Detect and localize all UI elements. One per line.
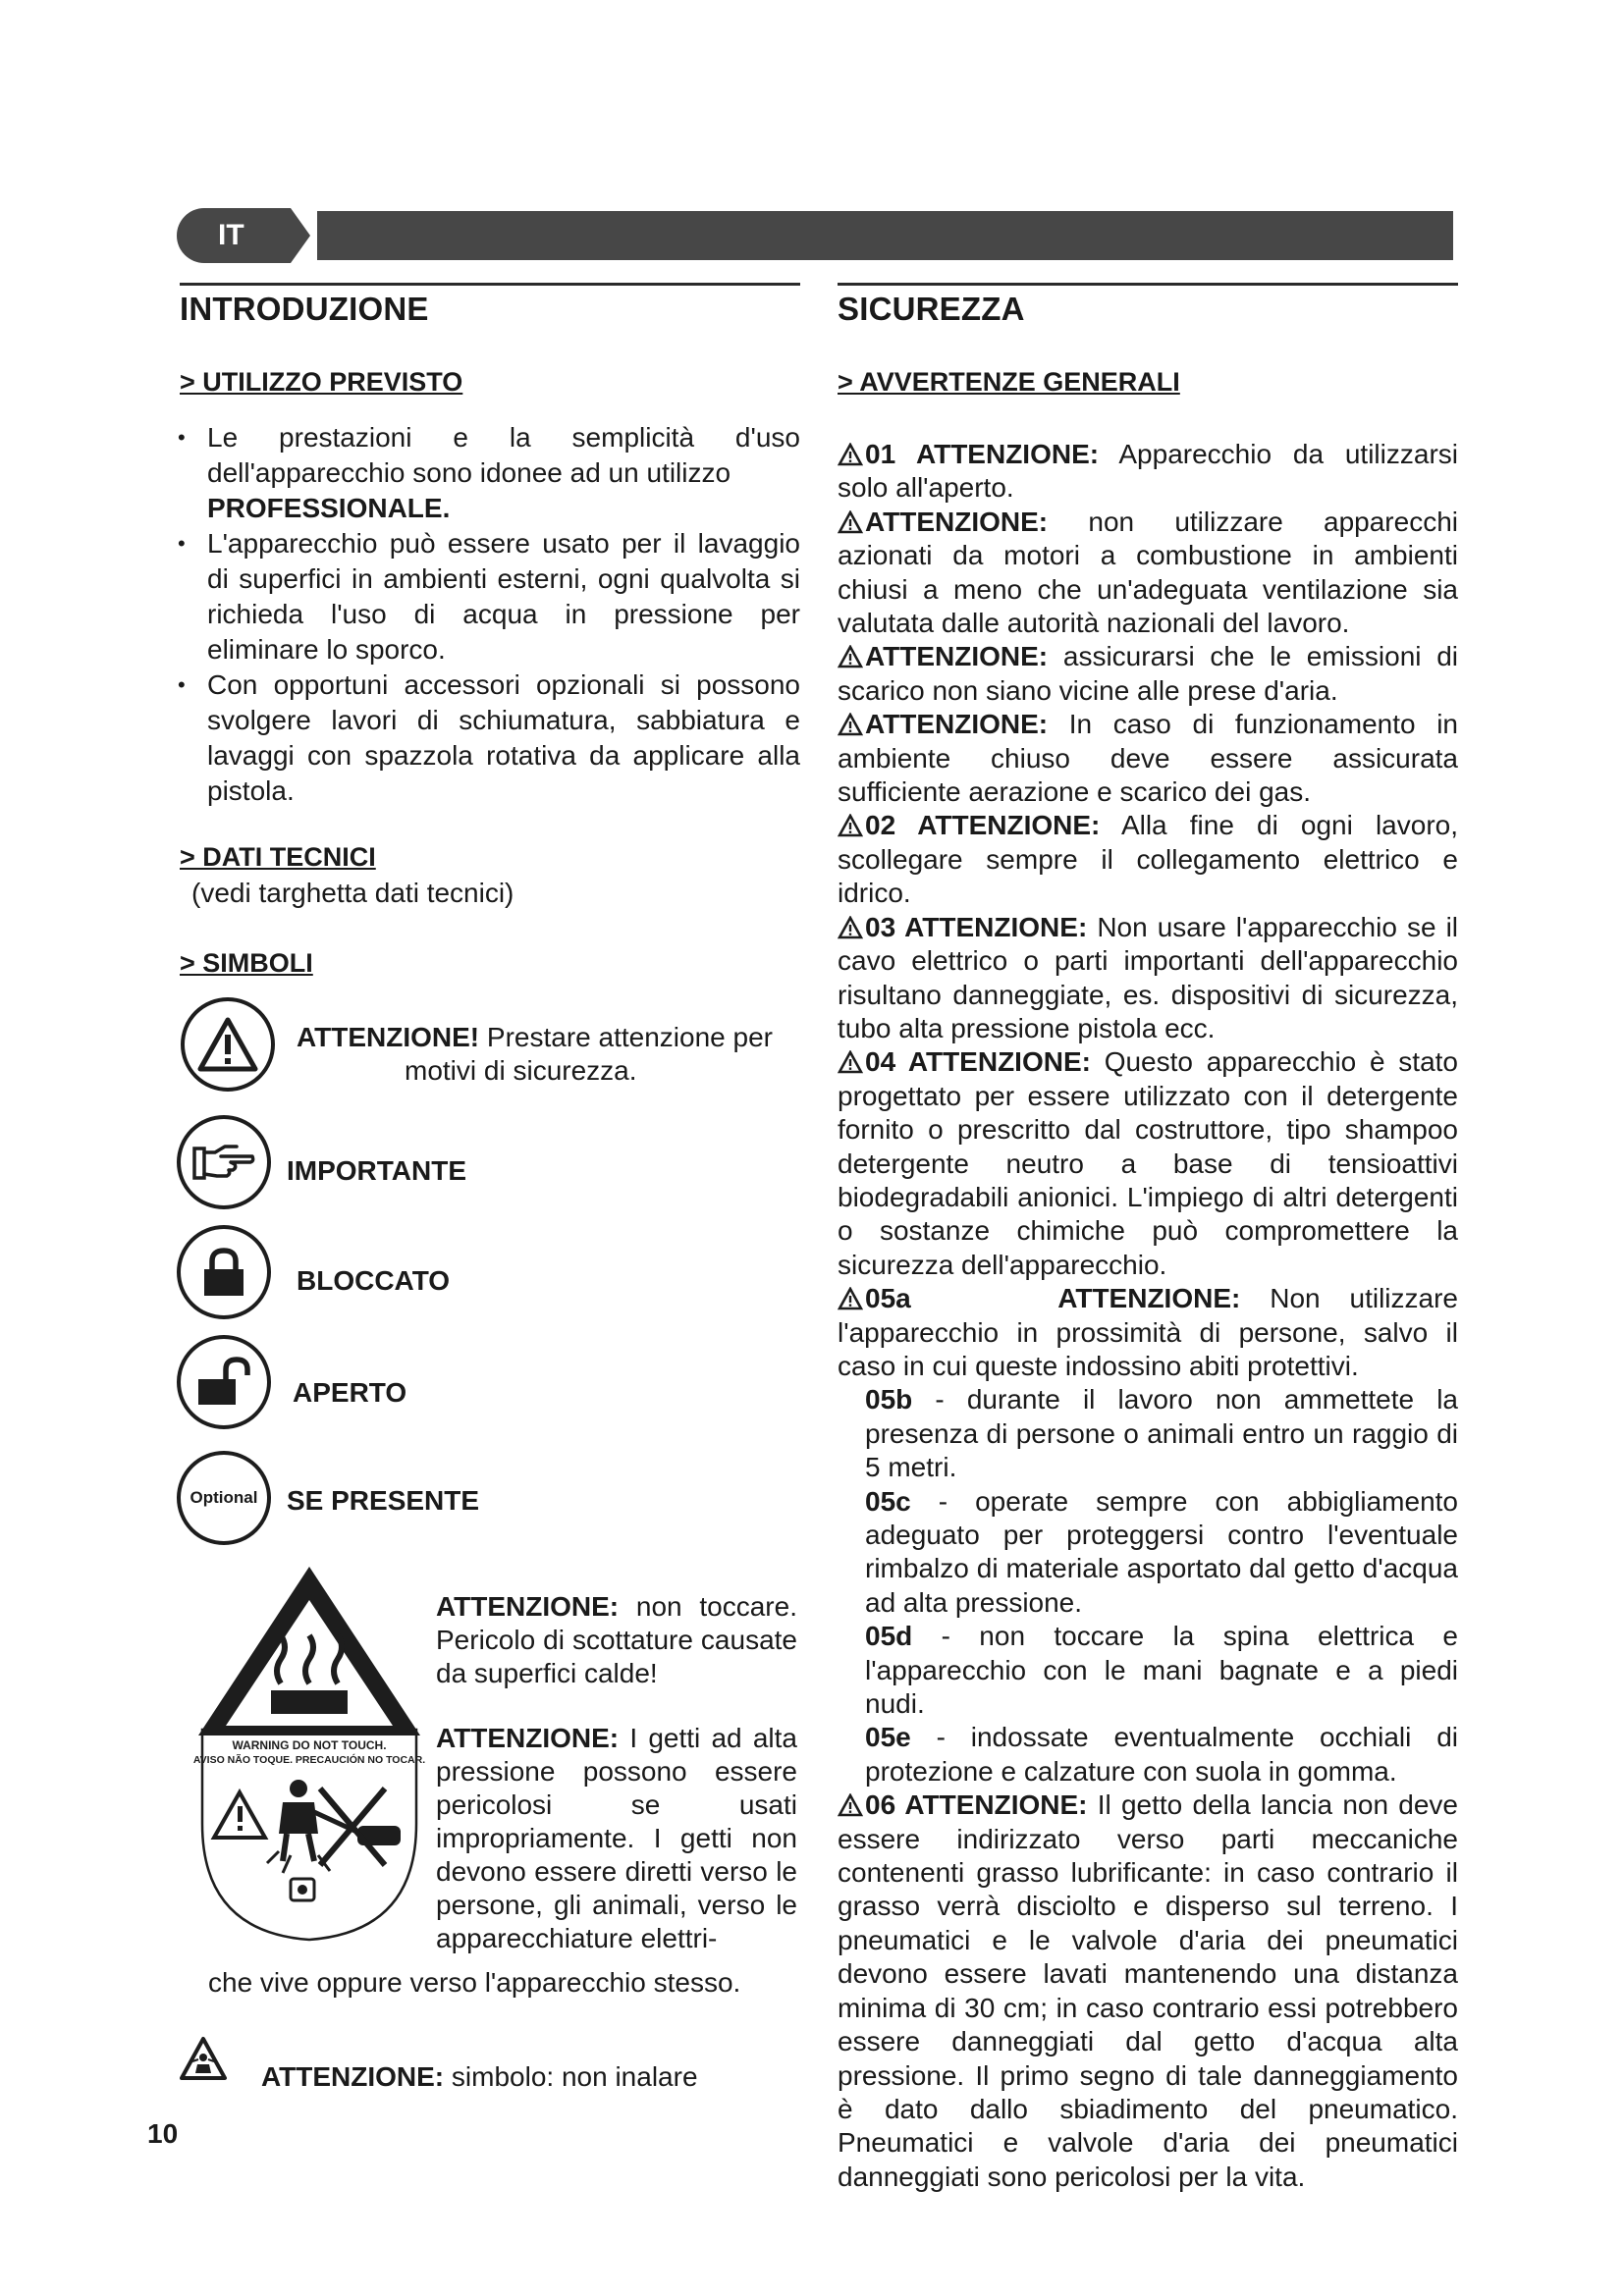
warning-03-code: 03 ATTENZIONE:: [865, 911, 1088, 942]
language-code: IT: [218, 219, 244, 251]
pressure-jet-warning: [436, 1722, 797, 1955]
symbol-open-label: APERTO: [293, 1377, 407, 1408]
warning-05a-text: Non utilizzare l'apparecchio in prossimità di persone, salvo il caso in cui queste indossino abiti protettivi.: [838, 1283, 1458, 1381]
sticker-text-2: AVISO NÃO TOQUE. PRECAUCIÓN NO TOCAR.: [192, 1754, 426, 1766]
warning-c-text: In caso di funzionamento in ambiente chiuso deve essere assicurata sufficiente aerazione e scarico dei gas.: [838, 709, 1458, 808]
right-column-rule: [838, 283, 1458, 286]
warning-05e-text: - indossate eventualmente occhiali di protezione e calzature con suola in gomma.: [865, 1722, 1459, 1787]
warning-item-02: [838, 809, 1458, 910]
bullet-item: [180, 526, 800, 667]
section-title-simboli: > SIMBOLI: [180, 948, 313, 978]
warning-01-code: 01 ATTENZIONE:: [865, 439, 1100, 469]
warning-04-text: Questo apparecchio è stato progettato per essere utilizzato con il detergente fornito o prescritto dal costruttore, tipo shampoo detergente neutro a base di tensioattivi biodegradabili anionici. L'impiego di altri detergenti o sostanze chimiche può compromettere la sicurezza dell'apparecchio.: [838, 1046, 1458, 1280]
warning-05a-code: 05a: [865, 1283, 911, 1314]
warning-triangle-icon: [838, 645, 863, 668]
warning-06-code: 06 ATTENZIONE:: [865, 1789, 1088, 1821]
safety-sticker: [192, 1561, 426, 1942]
warning-02-text: Alla fine di ogni lavoro, scollegare sempre il collegamento elettrico e idrico.: [838, 810, 1459, 909]
pressure-jet-tail: che vive oppure verso l'apparecchio stesso.: [208, 1967, 741, 1998]
warning-02-code: 02 ATTENZIONE:: [865, 810, 1101, 841]
warning-a-code: ATTENZIONE:: [865, 506, 1049, 537]
warning-05b-text: - durante il lavoro non ammettete la presenza di persone o animali entro un raggio di 5 metri.: [865, 1384, 1458, 1483]
utilizzo-bullets: [180, 420, 800, 809]
left-column-title: INTRODUZIONE: [180, 291, 429, 327]
bullet-text-1: Le prestazioni e la semplicità d'uso dell'apparecchio sono idonee ad un utilizzo: [207, 422, 800, 488]
warning-item-05b: [838, 1383, 1458, 1484]
warning-triangle-icon: [838, 713, 863, 736]
symbol-locked-label: BLOCCATO: [297, 1265, 451, 1296]
avvertenze-list: [838, 438, 1458, 2194]
warning-04-code: 04 ATTENZIONE:: [865, 1046, 1091, 1078]
warning-05a-bold: ATTENZIONE:: [1057, 1283, 1241, 1314]
hot-surface-bold: ATTENZIONE:: [436, 1591, 620, 1622]
sticker-text-1: WARNING DO NOT TOUCH.: [232, 1738, 387, 1752]
right-column-title: SICUREZZA: [838, 291, 1025, 327]
section-title-dati-tecnici: > DATI TECNICI: [180, 842, 376, 872]
pressure-jet-text: I getti ad alta pressione possono essere pericolosi se usati impropriamente. I getti non devono essere diretti verso le persone, gli animali, verso le apparecchiature elettri-: [436, 1723, 797, 1953]
warning-item-05d: [838, 1620, 1458, 1721]
warning-triangle-icon: [838, 510, 863, 534]
warning-item-06: [838, 1789, 1458, 2194]
no-inhale-warning-icon: [179, 2036, 228, 2081]
symbol-warning-text-a: Prestare attenzione per: [486, 1022, 773, 1052]
bullet-item: [180, 667, 800, 809]
bullet-text-2: L'apparecchio può essere usato per il lavaggio di superfici in ambienti esterni, ogni qualvolta si richieda l'uso di acqua in pressione per eliminare lo sporco.: [207, 528, 800, 665]
warning-triangle-icon: [838, 1287, 863, 1310]
warning-b-code: ATTENZIONE:: [865, 641, 1049, 672]
symbol-warning-bold: ATTENZIONE!: [297, 1022, 480, 1052]
inhale-bold: ATTENZIONE:: [261, 2061, 445, 2092]
warning-05d-code: 05d: [865, 1621, 913, 1652]
warning-item-04: [838, 1045, 1458, 1282]
warning-item-05a: [838, 1282, 1458, 1383]
warning-06-text: Il getto della lancia non deve essere indirizzato verso parti meccaniche contenenti grasso lubrificante: in caso contrario il grasso verrà disciolto e disperso sul terreno. I pneumatici e le valvole d'aria dei pneumatici devono essere lavati mantenendo una distanza minima di 30 cm; in caso contrario essi potrebbero essere danneggiati dal getto d'acqua alta pressione. Il primo segno di tale danneggiamento è dato dallo sbiadimento del pneumatico. Pneumatici e valvole d'aria dei pneumatici danneggiati sono pericolosi per la vita.: [838, 1789, 1458, 2192]
warning-03-text: Non usare l'apparecchio se il cavo elettrico o parti importanti dell'apparecchio risultano danneggiate, es. dispositivi di sicurezza, tubo alta pressione pistola ecc.: [838, 911, 1459, 1043]
symbol-important-label: IMPORTANTE: [287, 1155, 467, 1186]
hot-surface-text: non toccare. Pericolo di scottature causate da superfici calde!: [436, 1591, 797, 1688]
warning-triangle-icon: [838, 443, 863, 466]
left-column-rule: [180, 283, 800, 286]
header-bar: [317, 211, 1453, 260]
warning-triangle-icon: [838, 1793, 863, 1817]
pressure-jet-bold: ATTENZIONE:: [436, 1723, 620, 1753]
pointing-hand-icon: [177, 1115, 271, 1209]
section-title-avvertenze: > AVVERTENZE GENERALI: [838, 367, 1180, 397]
bullet-item: [180, 420, 800, 526]
warning-triangle-icon: [838, 814, 863, 837]
language-tab: [177, 208, 291, 263]
warning-item-05e: [838, 1721, 1458, 1789]
warning-05e-code: 05e: [865, 1722, 911, 1753]
bullet-text-3: Con opportuni accessori opzionali si possono svolgere lavori di schiumatura, sabbiatura e lavaggi con spazzola rotativa da applicare alla pistola.: [207, 669, 800, 806]
lock-closed-icon: [177, 1225, 271, 1319]
warning-01-text: Apparecchio da utilizzarsi solo all'aperto.: [838, 439, 1458, 504]
hot-surface-warning: [436, 1590, 797, 1690]
warning-item-c: [838, 708, 1458, 809]
warning-item-03: [838, 911, 1458, 1046]
warning-item-a: [838, 506, 1458, 641]
inhale-text: simbolo: non inalare: [451, 2061, 698, 2092]
warning-triangle-icon: [838, 916, 863, 939]
warning-c-code: ATTENZIONE:: [865, 709, 1049, 740]
warning-b-text: assicurarsi che le emissioni di scarico non siano vicine alle prese d'aria.: [838, 641, 1459, 706]
symbol-warning-label: [297, 1021, 773, 1054]
warning-a-text: non utilizzare apparecchi azionati da motori a combustione in ambienti chiusi a meno che un'adeguata ventilazione sia valutata dalle autorità nazionali del lavoro.: [838, 506, 1458, 639]
warning-symbol-icon: [181, 997, 275, 1092]
bullet-text-1-bold: PROFESSIONALE.: [207, 493, 451, 523]
warning-item-05c: [838, 1485, 1458, 1621]
optional-icon: [177, 1451, 271, 1545]
warning-item-b: [838, 640, 1458, 708]
symbol-optional-label: SE PRESENTE: [287, 1485, 480, 1516]
warning-05c-code: 05c: [865, 1485, 911, 1517]
warning-05d-text: - non toccare la spina elettrica e l'apparecchio con le mani bagnate e a piedi nudi.: [865, 1621, 1459, 1720]
optional-icon-text: Optional: [189, 1488, 258, 1507]
warning-05c-text: - operate sempre con abbigliamento adeguato per proteggersi contro l'eventuale rimbalzo di materiale asportato dal getto d'acqua ad alta pressione.: [865, 1485, 1458, 1618]
warning-05b-code: 05b: [865, 1384, 913, 1415]
warning-item-01: [838, 438, 1458, 506]
lock-open-icon: [177, 1335, 271, 1429]
warning-triangle-icon: [838, 1050, 863, 1074]
page-number: 10: [147, 2118, 179, 2149]
inhale-warning-label: [261, 2061, 698, 2093]
section-title-utilizzo: > UTILIZZO PREVISTO: [180, 367, 463, 397]
language-tab-arrow: [291, 208, 310, 263]
symbol-warning-text-b: motivi di sicurezza.: [405, 1055, 637, 1086]
dati-tecnici-text: (vedi targhetta dati tecnici): [191, 878, 514, 908]
